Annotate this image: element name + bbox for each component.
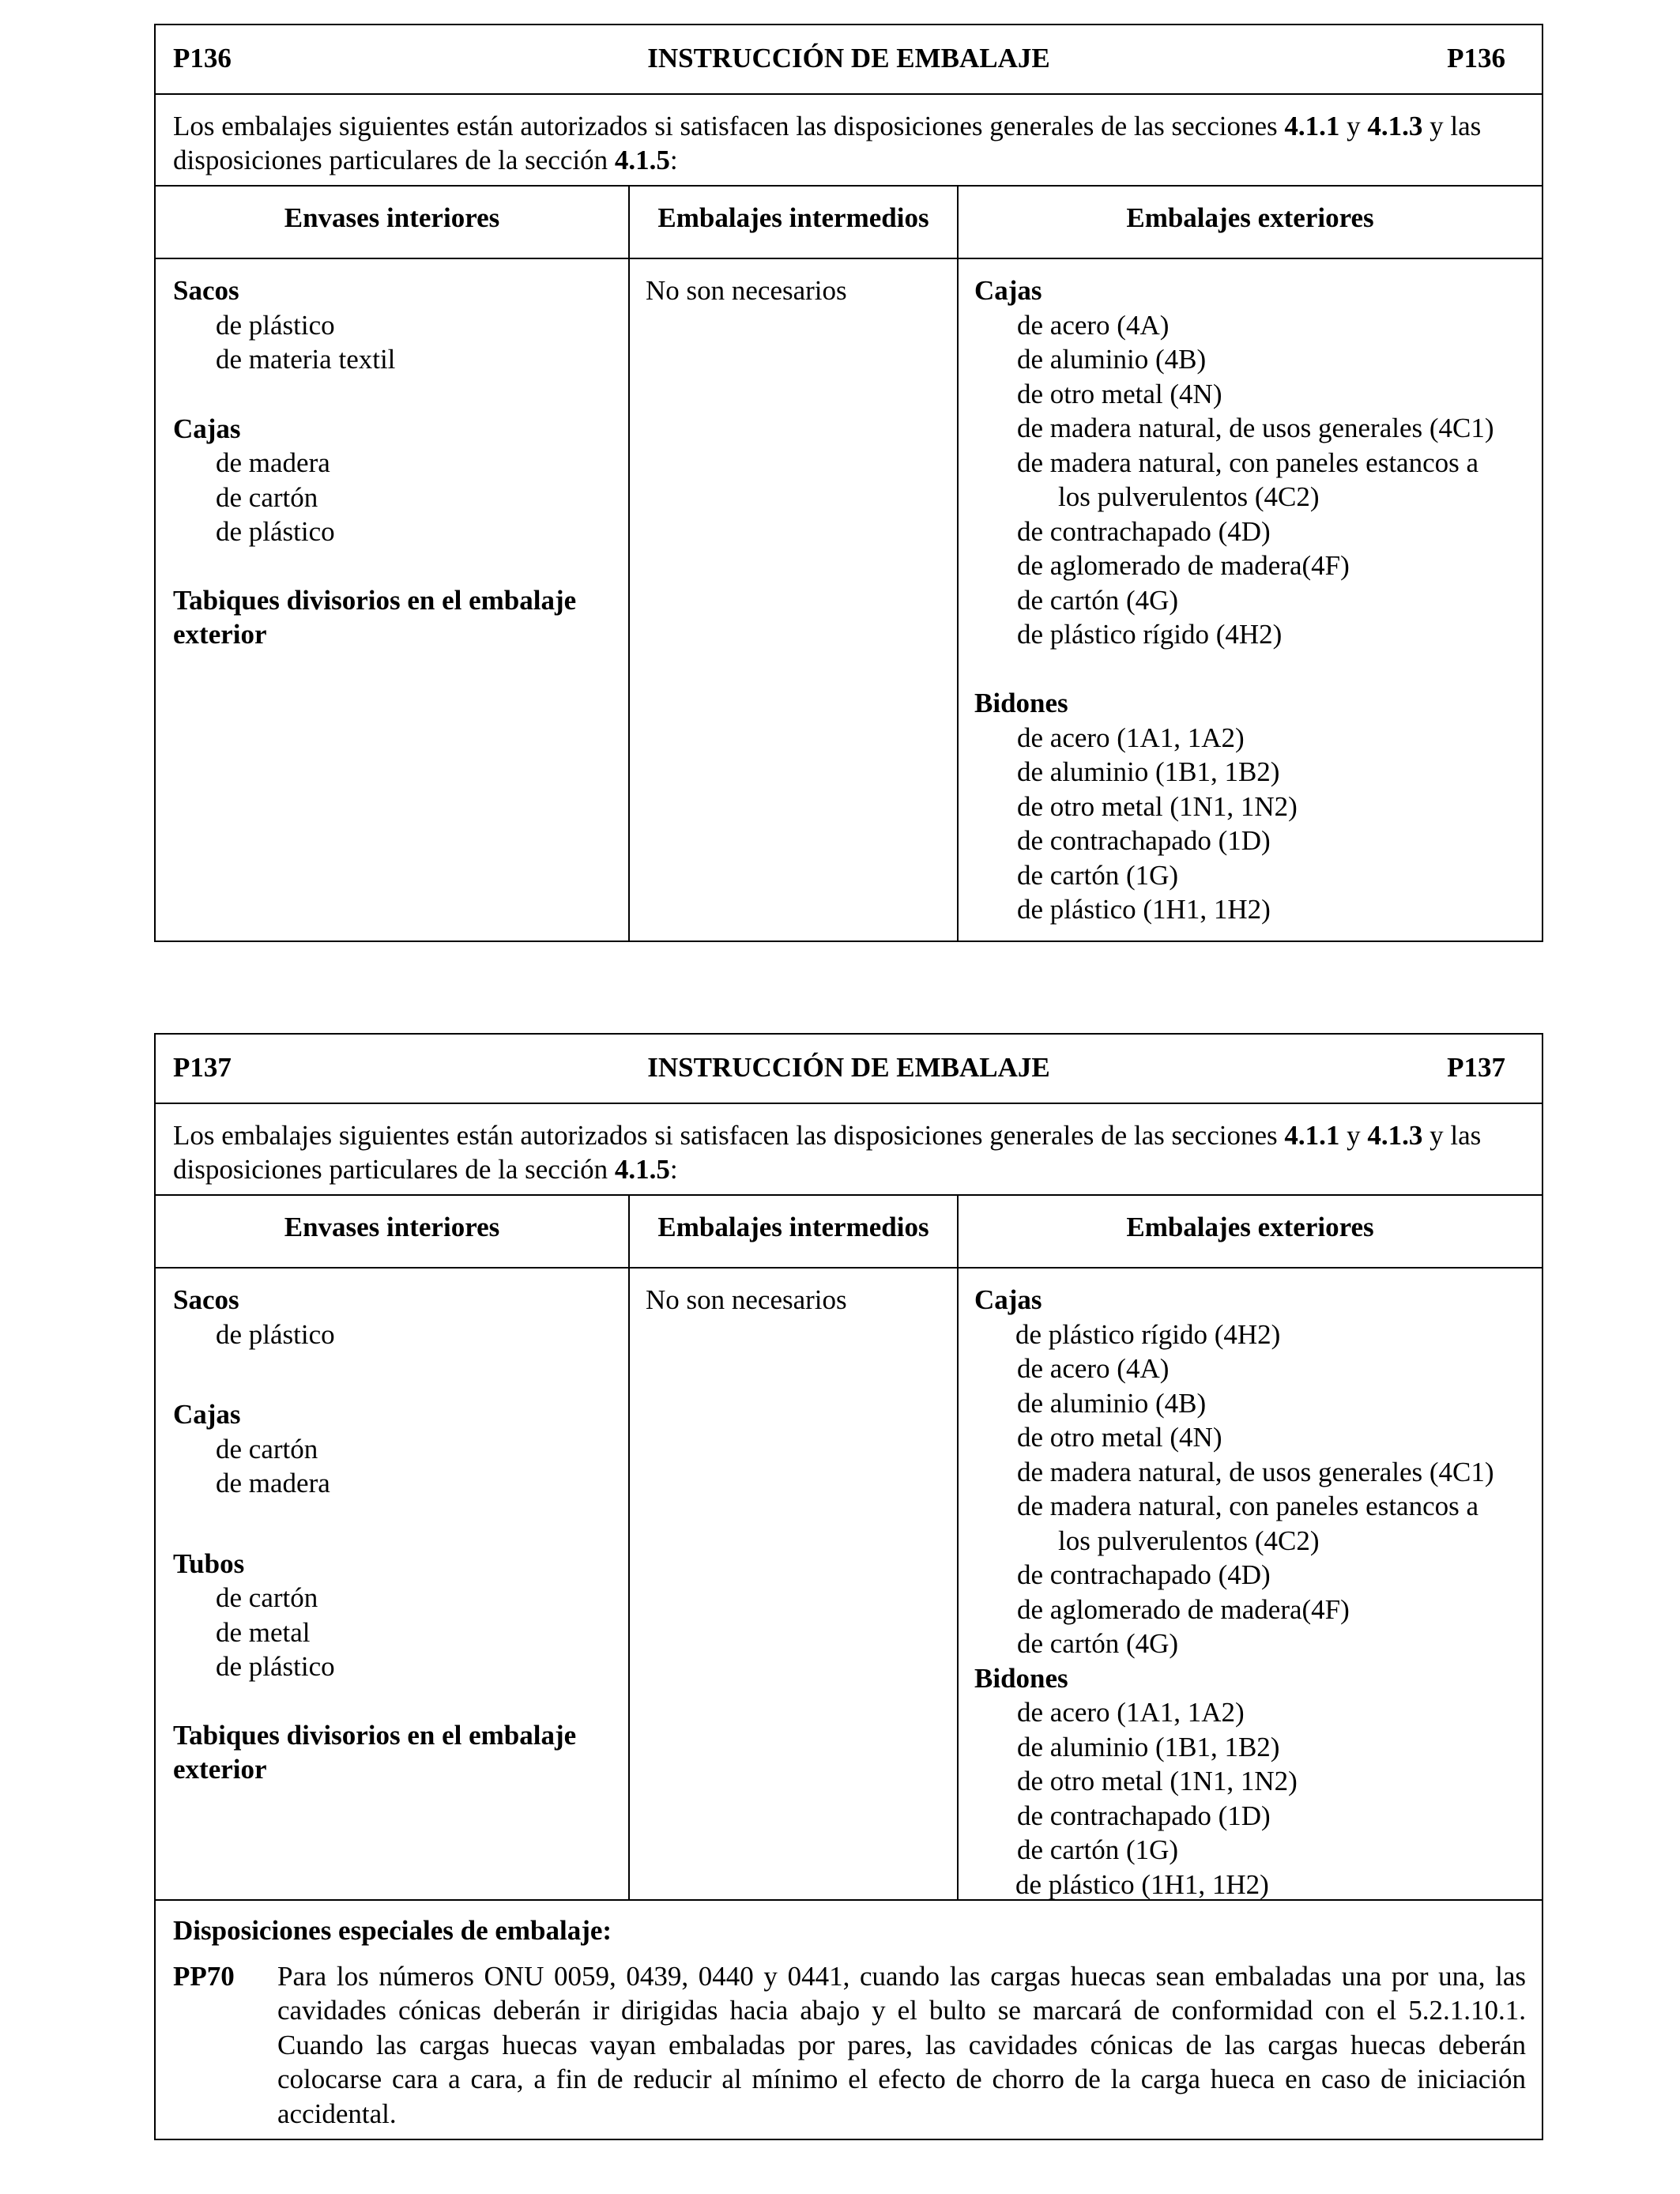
- list-item: de plástico rígido (4H2): [1017, 619, 1283, 650]
- p137-code-left: P137: [173, 1052, 232, 1083]
- list-item: de otro metal (4N): [1017, 1422, 1222, 1453]
- p137-col-outer: Embalajes exteriores: [1126, 1212, 1374, 1242]
- list-item: de aluminio (1B1, 1B2): [1017, 756, 1280, 787]
- p137-outer-bidones: Bidones: [974, 1662, 1068, 1694]
- p136-intro-ref-3: 4.1.5: [614, 145, 670, 175]
- list-item: de acero (4A): [1017, 1353, 1170, 1384]
- p137-inner-cajas: Cajas: [173, 1399, 241, 1430]
- p137-outer-cell: [959, 1269, 1542, 1899]
- p137-col-intermediate: Embalajes intermedios: [630, 1196, 959, 1267]
- p137-code-right: P137: [1447, 1052, 1505, 1083]
- p136-intro-ref-1: 4.1.1: [1284, 111, 1340, 141]
- p136-body: [156, 259, 1542, 941]
- p136-outer-cell: [959, 259, 1542, 941]
- p136-header: [156, 25, 1542, 95]
- p136-col-inner: Envases interiores: [156, 187, 630, 258]
- p137-col-inner: Envases interiores: [156, 1196, 630, 1267]
- p136-code-right: P136: [1447, 43, 1505, 74]
- list-item: de cartón: [216, 1582, 318, 1613]
- list-item: de madera natural, de usos generales (4C1): [1017, 413, 1494, 443]
- p137-header: [156, 1035, 1542, 1104]
- list-item: de aluminio (1B1, 1B2): [1017, 1731, 1280, 1762]
- list-item: de cartón: [216, 1433, 318, 1465]
- p137-intermediate-text: No son necesarios: [646, 1284, 847, 1315]
- p136-inner-tabiques: [173, 583, 628, 652]
- list-item: de metal: [216, 1616, 311, 1648]
- p136-intro-ref-2: 4.1.3: [1367, 111, 1423, 141]
- p136-tabiques-line-2: exterior: [173, 619, 267, 650]
- p137-tabiques-line-2: exterior: [173, 1754, 267, 1785]
- p136-intermediate-cell: [630, 259, 959, 941]
- list-item: de aglomerado de madera(4F): [1017, 550, 1350, 581]
- p137-intermediate-cell: [630, 1269, 959, 1899]
- list-item: de cartón (1G): [1017, 859, 1179, 891]
- p137-intro-conj: y: [1339, 1120, 1368, 1151]
- list-item: de madera natural, de usos generales (4C1): [1017, 1456, 1494, 1487]
- list-item: de plástico (1H1, 1H2): [1015, 1868, 1269, 1900]
- list-item: de aluminio (4B): [1017, 1387, 1207, 1419]
- list-item: de contrachapado (1D): [1017, 825, 1271, 856]
- p137-intro-text: Los embalajes siguientes están autorizados si satisfacen las disposiciones generales de las secciones: [173, 1120, 1285, 1151]
- p137-tabiques-line-1: Tabiques divisorios en el embalaje: [173, 1719, 577, 1751]
- p136-title: INSTRUCCIÓN DE EMBALAJE: [647, 43, 1050, 74]
- p136-inner-cajas: Cajas: [173, 413, 241, 444]
- list-item: de cartón (1G): [1017, 1834, 1179, 1865]
- p137-column-headers: [156, 1196, 1542, 1269]
- p137-table: [154, 1033, 1543, 2140]
- p137-pp-code: PP70: [173, 1960, 235, 1992]
- list-item: de otro metal (1N1, 1N2): [1017, 1766, 1298, 1796]
- p137-outer-cajas: Cajas: [974, 1284, 1042, 1315]
- list-item: de plástico: [216, 516, 335, 547]
- list-item: de contrachapado (4D): [1017, 515, 1271, 547]
- list-item: de materia textil: [216, 344, 396, 375]
- list-item: de otro metal (1N1, 1N2): [1017, 790, 1298, 822]
- p136-col-outer: Embalajes exteriores: [1126, 202, 1374, 233]
- p136-outer-bidones: Bidones: [974, 688, 1068, 718]
- list-item: de contrachapado (1D): [1017, 1800, 1271, 1831]
- p137-intro-ref-2: 4.1.3: [1367, 1120, 1423, 1151]
- list-item: de plástico rígido (4H2): [1015, 1318, 1281, 1350]
- p137-intro-colon: :: [669, 1154, 678, 1185]
- p136-intro: [156, 95, 1542, 187]
- list-item: de plástico (1H1, 1H2): [1017, 894, 1271, 925]
- list-item: de plástico: [216, 1318, 335, 1350]
- list-item: de acero (1A1, 1A2): [1017, 722, 1245, 753]
- list-item: de otro metal (4N): [1017, 378, 1222, 409]
- list-item: de acero (1A1, 1A2): [1017, 1697, 1245, 1728]
- list-item: de plástico: [216, 1651, 335, 1682]
- list-item: de madera natural, con paneles estancos a: [1017, 1491, 1479, 1521]
- p137-pp70: [173, 1959, 1526, 2132]
- p136-inner-cell: [156, 259, 630, 941]
- p137-inner-sacos: Sacos: [173, 1284, 239, 1315]
- p137-special-provisions: [156, 1901, 1542, 2139]
- p137-special-title: Disposiciones especiales de embalaje:: [173, 1915, 612, 1946]
- list-item: de cartón (4G): [1017, 1628, 1179, 1659]
- p137-intro-text-2: y las disposiciones particulares de la sección: [173, 1120, 1482, 1185]
- list-item: de madera natural, con paneles estancos a: [1017, 447, 1479, 478]
- p136-outer-cajas: Cajas: [974, 275, 1042, 306]
- list-item: de aluminio (4B): [1017, 344, 1207, 375]
- p136-intro-text: Los embalajes siguientes están autorizados si satisfacen las disposiciones generales de las secciones: [173, 111, 1285, 141]
- p137-intro-ref-1: 4.1.1: [1284, 1120, 1340, 1151]
- p136-col-intermediate: Embalajes intermedios: [630, 187, 959, 258]
- p136-intro-text-2: y las disposiciones particulares de la sección: [173, 111, 1482, 175]
- list-item: de madera: [216, 1468, 330, 1498]
- p136-column-headers: [156, 187, 1542, 259]
- list-item: de cartón (4G): [1017, 584, 1179, 616]
- list-item: los pulverulentos (4C2): [1058, 1525, 1320, 1556]
- p137-inner-cell: [156, 1269, 630, 1899]
- list-item: de contrachapado (4D): [1017, 1559, 1271, 1590]
- p137-intro: [156, 1104, 1542, 1196]
- p137-title: INSTRUCCIÓN DE EMBALAJE: [647, 1052, 1050, 1083]
- p137-inner-tabiques: [173, 1718, 628, 1787]
- p137-inner-tubos: Tubos: [173, 1547, 245, 1579]
- p136-inner-sacos: Sacos: [173, 275, 239, 306]
- p136-code-left: P136: [173, 43, 232, 74]
- p136-table: [154, 24, 1543, 942]
- p137-pp-text: Para los números ONU 0059, 0439, 0440 y 0441, cuando las cargas huecas sean embaladas una por una, las cavidades cónicas deberán ir dirigidas hacia abajo y el bulto se marcará de conformidad con el 5.2.1.10.1. Cuando las cargas huecas vayan embaladas por pares, las cavidades cónicas de las cargas huecas deberán colocarse cara a cara, a fin de reducir al mínimo el efecto de chorro de la carga hueca en caso de iniciación accidental.: [277, 1960, 1526, 2129]
- list-item: de plástico: [216, 309, 335, 341]
- p136-intro-colon: :: [669, 145, 678, 175]
- p136-intro-conj: y: [1339, 111, 1368, 141]
- list-item: de aglomerado de madera(4F): [1017, 1593, 1350, 1625]
- list-item: de madera: [216, 447, 330, 478]
- list-item: los pulverulentos (4C2): [1058, 481, 1320, 512]
- p136-intermediate-text: No son necesarios: [646, 275, 847, 306]
- p137-intro-ref-3: 4.1.5: [614, 1154, 670, 1185]
- p136-tabiques-line-1: Tabiques divisorios en el embalaje: [173, 584, 577, 616]
- list-item: de cartón: [216, 481, 318, 513]
- list-item: de acero (4A): [1017, 309, 1170, 341]
- p137-body: [156, 1269, 1542, 1901]
